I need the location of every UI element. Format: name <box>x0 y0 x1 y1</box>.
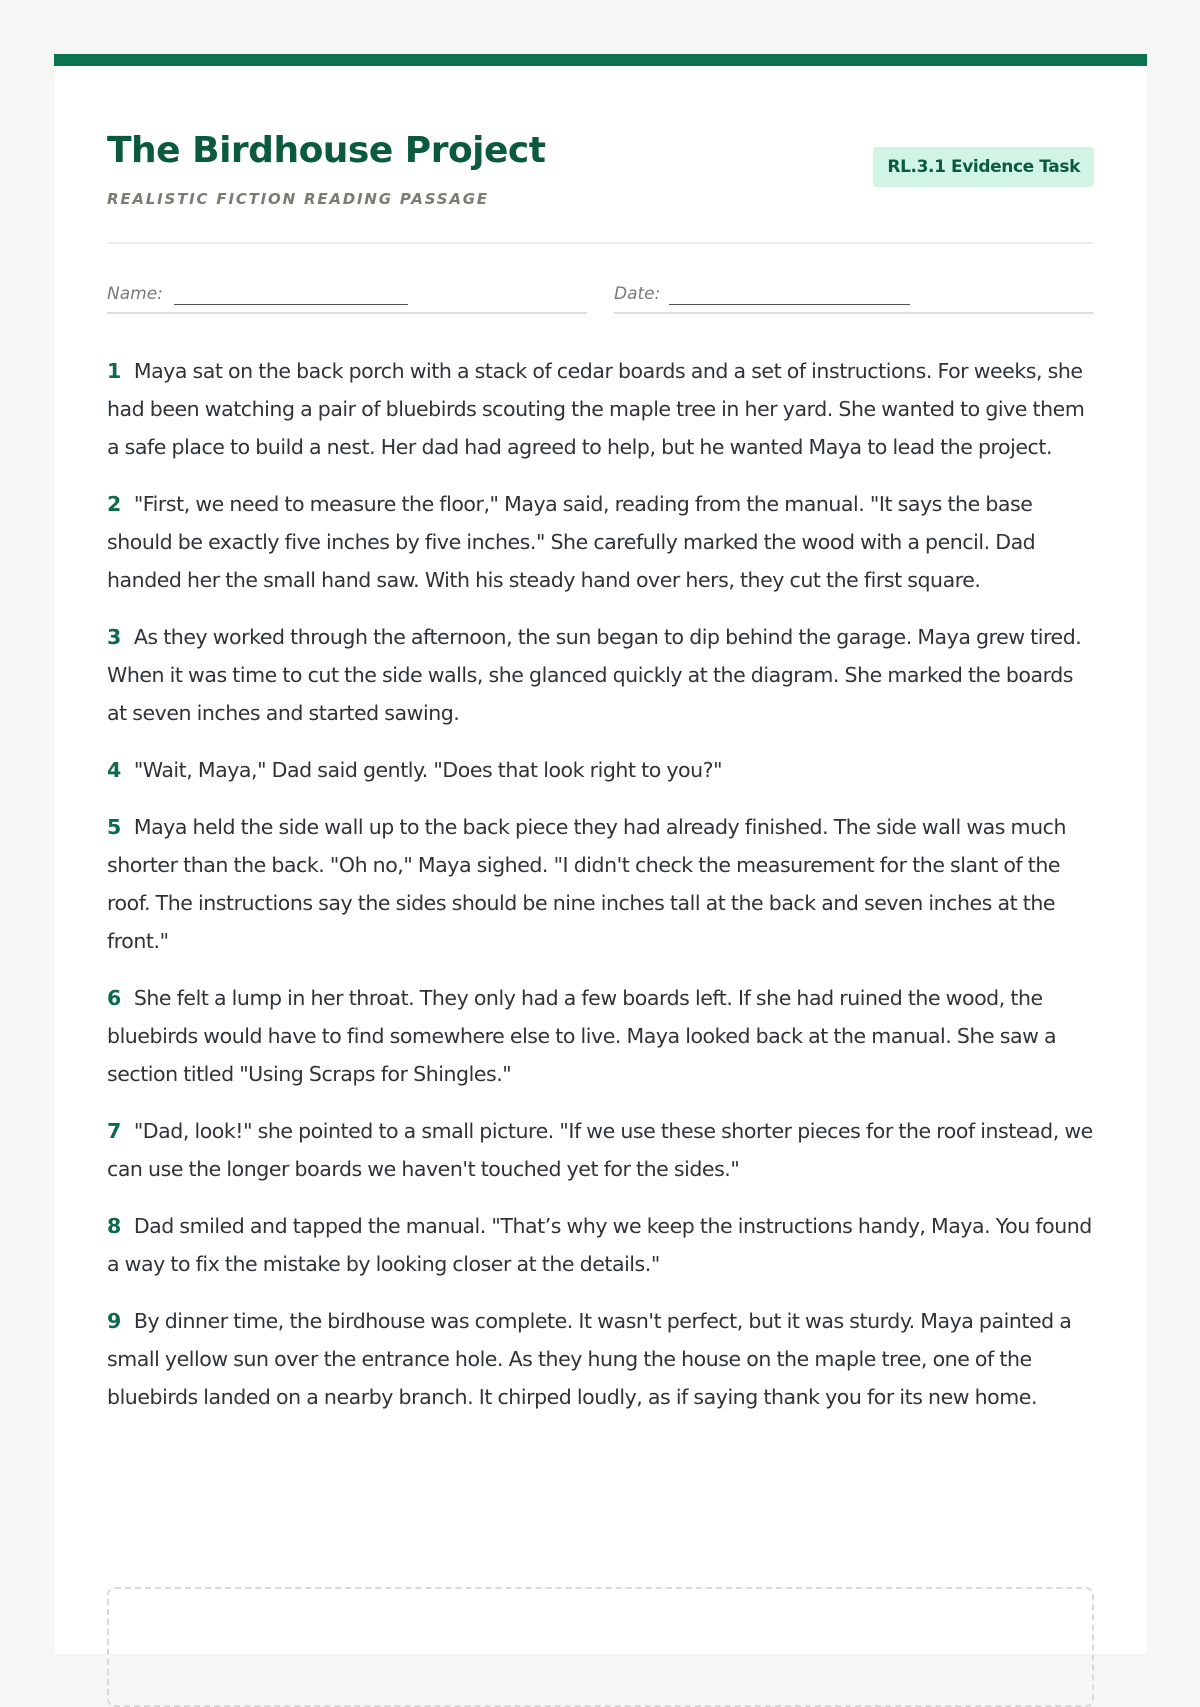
paragraph-text: "Wait, Maya," Dad said gently. "Does that look right to you?" <box>133 758 723 782</box>
paragraph-number: 1 <box>107 359 121 383</box>
paragraph-4 <box>107 751 1097 789</box>
paragraph-text: "First, we need to measure the floor," Maya said, reading from the manual. "It says the base should be exactly five inches by five inches." She carefully marked the wood with a pencil. Dad handed her the small hand saw. With his steady hand over hers, they cut the first square. <box>107 492 1036 592</box>
name-label: Name: <box>107 284 163 304</box>
paragraph-text: Dad smiled and tapped the manual. "That’s why we keep the instructions handy, Maya. You found a way to fix the mistake by looking closer at the details." <box>107 1214 1092 1276</box>
paragraph-text: "Dad, look!" she pointed to a small picture. "If we use these shorter pieces for the roof instead, we can use the longer boards we haven't touched yet for the sides." <box>107 1119 1093 1181</box>
page-title: The Birdhouse Project <box>107 130 546 171</box>
paragraph-7 <box>107 1112 1097 1188</box>
paragraph-2 <box>107 485 1097 599</box>
answer-box[interactable] <box>107 1587 1094 1707</box>
name-write-line[interactable] <box>174 304 408 305</box>
paragraph-text: As they worked through the afternoon, the sun began to dip behind the garage. Maya grew tired. When it was time to cut the side walls, she glanced quickly at the diagram. She marked the boards at seven inches and started sawing. <box>107 625 1082 725</box>
paragraph-9 <box>107 1302 1097 1416</box>
paragraph-6 <box>107 979 1097 1093</box>
paragraph-text: By dinner time, the birdhouse was complete. It wasn't perfect, but it was sturdy. Maya painted a small yellow sun over the entrance hole. As they hung the house on the maple tree, one of the bluebirds landed on a nearby branch. It chirped loudly, as if saying thank you for its new home. <box>107 1309 1072 1409</box>
paragraph-number: 7 <box>107 1119 121 1143</box>
paragraph-8 <box>107 1207 1097 1283</box>
paragraph-number: 2 <box>107 492 121 516</box>
paragraph-number: 8 <box>107 1214 121 1238</box>
paragraph-text: She felt a lump in her throat. They only had a few boards left. If she had ruined the wood, the bluebirds would have to find somewhere else to live. Maya looked back at the manual. She saw a section titled "Using Scraps for Shingles." <box>107 986 1057 1086</box>
paragraph-number: 9 <box>107 1309 121 1333</box>
paragraph-number: 4 <box>107 758 121 782</box>
name-field[interactable] <box>107 276 587 314</box>
paragraph-text: Maya held the side wall up to the back piece they had already finished. The side wall was much shorter than the back. "Oh no," Maya sighed. "I didn't check the measurement for the slant of the roof. The instructions say the sides should be nine inches tall at the back and seven inches at the front." <box>107 815 1066 953</box>
date-label: Date: <box>614 284 661 304</box>
paragraph-5 <box>107 808 1097 960</box>
genre-subtitle: REALISTIC FICTION READING PASSAGE <box>107 190 489 208</box>
standard-badge: RL.3.1 Evidence Task <box>873 147 1094 187</box>
worksheet-header <box>107 126 1094 244</box>
reading-passage <box>107 352 1097 1435</box>
paragraph-number: 3 <box>107 625 121 649</box>
worksheet-page <box>54 54 1147 1654</box>
paragraph-1 <box>107 352 1097 466</box>
paragraph-number: 6 <box>107 986 121 1010</box>
date-field[interactable] <box>614 276 1094 314</box>
date-write-line[interactable] <box>669 304 910 305</box>
paragraph-text: Maya sat on the back porch with a stack of cedar boards and a set of instructions. For weeks, she had been watching a pair of bluebirds scouting the maple tree in her yard. She wanted to give them a safe place to build a nest. Her dad had agreed to help, but he wanted Maya to lead the project. <box>107 359 1085 459</box>
paragraph-number: 5 <box>107 815 121 839</box>
paragraph-3 <box>107 618 1097 732</box>
